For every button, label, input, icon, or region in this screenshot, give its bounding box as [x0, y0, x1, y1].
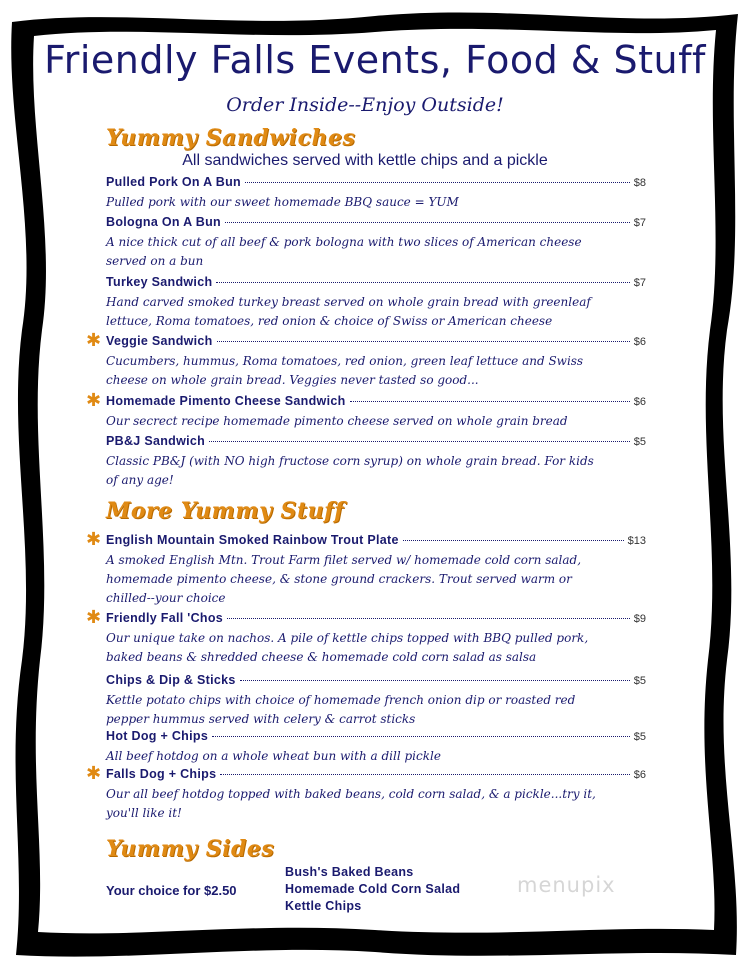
- menu-item: [106, 673, 646, 729]
- dot-leader: [227, 618, 630, 619]
- menu-item: [106, 434, 646, 490]
- menu-item: [106, 215, 646, 271]
- section-note-sandwiches: All sandwiches served with kettle chips and a pickle: [182, 152, 548, 169]
- item-name: Turkey Sandwich: [106, 275, 213, 289]
- star-icon: ✱: [86, 390, 102, 411]
- sides-price-note: Your choice for $2.50: [106, 883, 237, 898]
- sides-list: [285, 865, 460, 916]
- star-icon: ✱: [86, 330, 102, 351]
- menu-item: [86, 390, 646, 431]
- menu-item: [86, 529, 646, 608]
- item-name: English Mountain Smoked Rainbow Trout Plate: [106, 533, 399, 547]
- item-price: $7: [633, 277, 646, 289]
- item-description: Our secrect recipe homemade pimento cheese served on whole grain bread: [106, 414, 568, 428]
- item-description: Classic PB&J (with NO high fructose corn syrup) on whole grain bread. For kids of any age!: [106, 454, 594, 487]
- star-icon: ✱: [86, 763, 102, 784]
- menu-item: [86, 330, 646, 390]
- item-price: $6: [633, 396, 646, 408]
- item-name: PB&J Sandwich: [106, 434, 206, 448]
- side-item: Kettle Chips: [285, 899, 362, 913]
- item-name: Bologna On A Bun: [106, 215, 221, 229]
- page-subtitle: Order Inside--Enjoy Outside!: [226, 94, 504, 116]
- section-title-sides: Yummy Sides: [106, 836, 275, 862]
- dot-leader: [216, 282, 629, 283]
- menu-item: [106, 729, 646, 766]
- section-title-sandwiches: Yummy Sandwiches: [106, 125, 356, 151]
- dot-leader: [350, 401, 630, 402]
- dot-leader: [220, 774, 629, 775]
- item-description: Hand carved smoked turkey breast served on whole grain bread with greenleaf lettuce, Roma tomatoes, red onion & choice of Swiss or American cheese: [106, 295, 591, 328]
- dot-leader: [403, 540, 624, 541]
- item-price: $8: [633, 177, 646, 189]
- item-description: Kettle potato chips with choice of homemade french onion dip or roasted red pepper hummus served with celery & carrot sticks: [106, 693, 576, 726]
- dot-leader: [217, 341, 630, 342]
- item-description: Our unique take on nachos. A pile of kettle chips topped with BBQ pulled pork, baked beans & shredded cheese & homemade cold corn salad as salsa: [106, 631, 589, 664]
- dot-leader: [225, 222, 630, 223]
- item-description: Cucumbers, hummus, Roma tomatoes, red onion, green leaf lettuce and Swiss cheese on whole grain bread. Veggies never tasted so good...: [106, 354, 584, 387]
- item-price: $13: [627, 535, 646, 547]
- side-item: Homemade Cold Corn Salad: [285, 882, 461, 896]
- menu-item: [86, 607, 646, 667]
- item-description: All beef hotdog on a whole wheat bun with a dill pickle: [106, 749, 441, 763]
- item-name: Homemade Pimento Cheese Sandwich: [106, 394, 346, 408]
- watermark: menupix: [517, 873, 616, 897]
- side-item: Bush's Baked Beans: [285, 865, 414, 879]
- item-description: A smoked English Mtn. Trout Farm filet served w/ homemade cold corn salad, homemade pimento cheese, & stone ground crackers. Trout served warm or chilled--your choice: [106, 553, 582, 605]
- menu-item: [106, 175, 646, 212]
- item-name: Veggie Sandwich: [106, 334, 213, 348]
- dot-leader: [212, 736, 630, 737]
- section-title-more: More Yummy Stuff: [106, 498, 345, 524]
- item-name: Friendly Fall 'Chos: [106, 611, 224, 625]
- item-name: Falls Dog + Chips: [106, 767, 217, 781]
- item-price: $5: [633, 731, 646, 743]
- item-price: $7: [633, 217, 646, 229]
- item-description: A nice thick cut of all beef & pork bologna with two slices of American cheese served on a bun: [106, 235, 582, 268]
- dot-leader: [245, 182, 630, 183]
- item-price: $9: [633, 613, 646, 625]
- menu-item: [106, 275, 646, 331]
- item-description: Pulled pork with our sweet homemade BBQ sauce = YUM: [106, 195, 459, 209]
- star-icon: ✱: [86, 607, 102, 628]
- item-name: Hot Dog + Chips: [106, 729, 209, 743]
- item-price: $6: [633, 769, 646, 781]
- menu-item: [86, 763, 646, 823]
- item-name: Pulled Pork On A Bun: [106, 175, 241, 189]
- star-icon: ✱: [86, 529, 102, 550]
- item-name: Chips & Dip & Sticks: [106, 673, 236, 687]
- item-price: $5: [633, 436, 646, 448]
- dot-leader: [209, 441, 630, 442]
- page-title: Friendly Falls Events, Food & Stuff: [44, 38, 706, 82]
- item-price: $5: [633, 675, 646, 687]
- dot-leader: [240, 680, 630, 681]
- item-price: $6: [633, 336, 646, 348]
- item-description: Our all beef hotdog topped with baked beans, cold corn salad, & a pickle...try it, you'll like it!: [106, 787, 596, 820]
